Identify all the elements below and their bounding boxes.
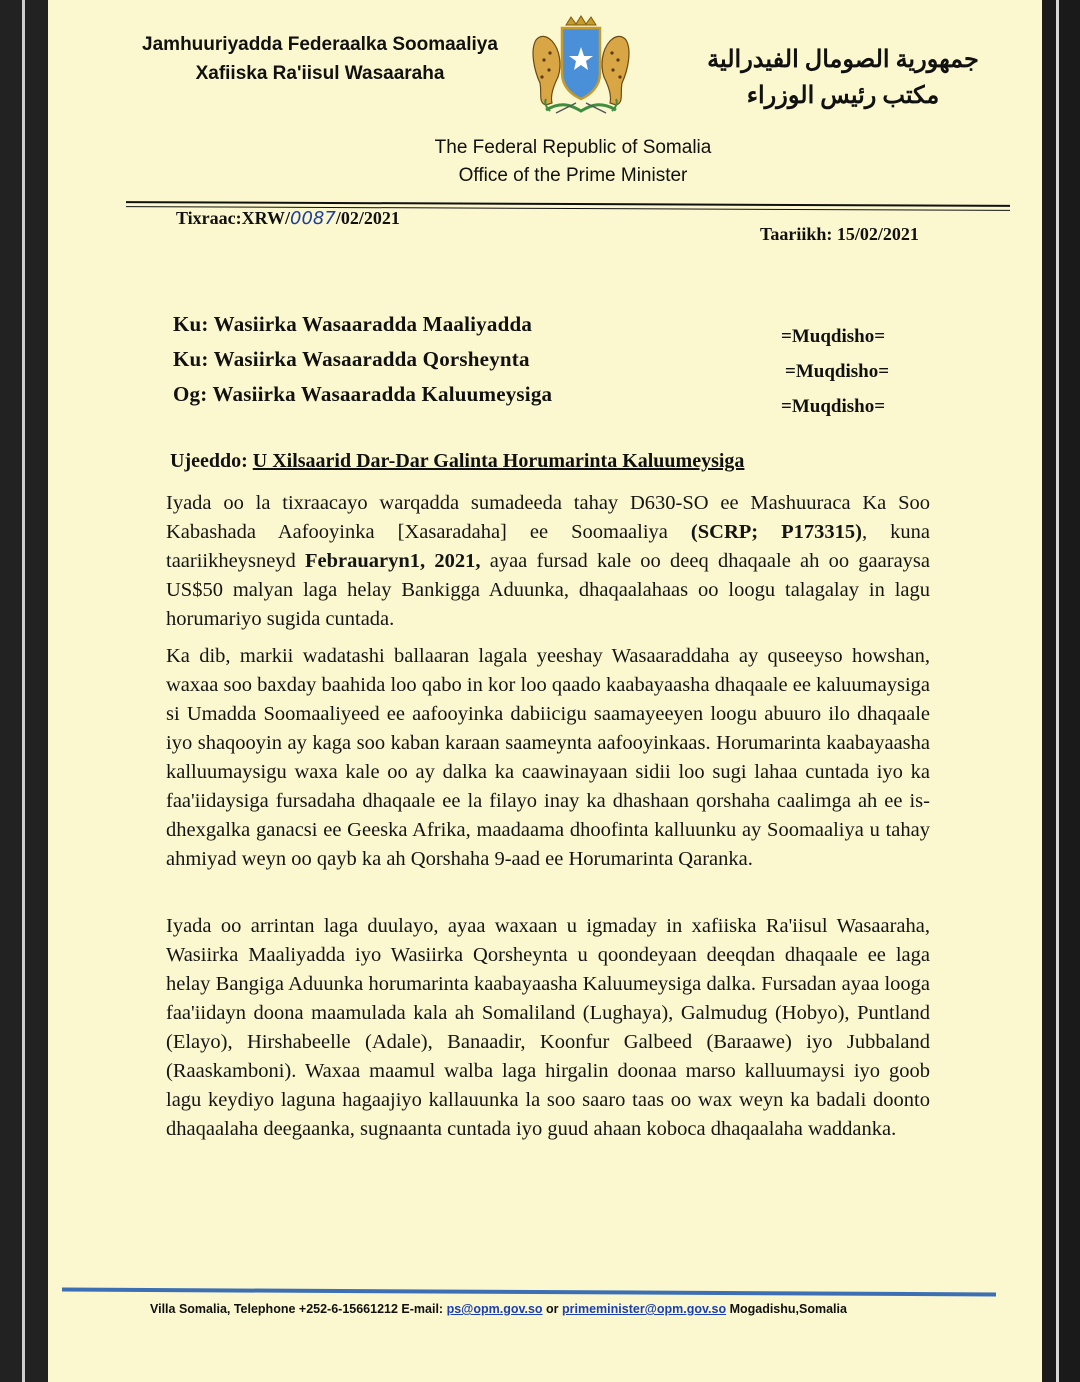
recipient-city: =Muqdisho= [781,326,886,347]
reference-prefix: Tixraac:XRW/ [176,208,291,228]
p1-text-e: ayaa fursad kale oo deeq dhaqaale ah oo gaaraysa US$50 malyan laga helay Bankigga Aduunka, dhaqaalahaas oo loogu talagalay in lagu horumariyo sugida cuntada. [166,550,930,630]
p1-date: Febrauaryn1, 2021, [305,550,481,572]
subject-line [170,450,744,473]
header-arabic-line2: مكتب رئيس الوزراء [746,83,940,109]
reference-handwritten-number: 0087 [290,208,336,229]
recipient-city: =Muqdisho= [785,361,890,382]
letter-page [48,0,1042,1382]
p1-text-a: Iyada oo la tixraacayo warqadda sumadeeda tahay D630-SO ee Mashuuraca Ka Soo Kabashada Aafooyinka [Xasaradaha] ee Soomaaliya [166,492,930,543]
p1-project-code: (SCRP; P173315) [690,521,862,543]
header-somali-line1: Jamhuuriyadda Federaalka Soomaaliya [142,34,498,55]
scan-border-right [1042,0,1080,1382]
header-arabic-line1: جمهورية الصومال الفيدرالية [707,47,979,73]
footer-or: or [542,1302,563,1316]
reference-suffix: /02/2021 [335,208,400,228]
header-arabic [688,42,998,114]
reference-number [176,208,400,229]
recipient-city: =Muqdisho= [781,396,886,417]
recipient-line: Ku: Wasiirka Wasaaradda Qorsheynta [173,347,530,371]
body-paragraph-2: Ka dib, markii wadatashi ballaaran lagala yeeshay Wasaaraddaha ay quseeyso howshan, waxaa soo baxday baahida loo qabo in kor loo qaado kaabayaasha dhaqaale ee kaluumaysiga si Umadda Soomaaliyeed ee aafooyinka dabiicigu saamayeeyen loogu abuuro ilo dhaqaale iyo shaqooyin ay kaga soo kaban karaan saameynta aafooyinkaas. Horumarinta kaabayaasha kalluumaysigu waxa kale oo ay dalka ka caawinayaan sidii loo sugi lahaa cuntada iyo ka faa'iidaysiga fursadaha dhaqaale ee la filayo inay ka dhashaan qorshaha caalimga ah ee is-dhexgalka ganacsi ee Geeska Afrika, maadaama dhoofinta kalluunku ay Soomaaliya u tahay ahmiyad weyn oo qayb ka ah Qorshaha 9-aad ee Horumarinta Qaranka. [166,645,930,870]
subject-text: U Xilsaarid Dar-Dar Galinta Horumarinta Kaluumeysiga [252,450,745,472]
header-somali-line2: Xafiiska Ra'iisul Wasaaraha [195,63,445,84]
footer-city: Mogadishu,Somalia [726,1302,847,1316]
header-english [378,134,768,190]
footer-contact [150,1302,847,1316]
coat-of-arms-icon [516,15,646,120]
header-somali [140,30,500,88]
p1-text-c: , kuna taariikheysneyd [166,521,930,572]
scan-border-right-line [1056,0,1059,1382]
header-english-line1: The Federal Republic of Somalia [434,137,712,158]
letter-date: Taariikh: 15/02/2021 [760,224,919,244]
body-paragraph-1 [166,489,930,634]
scan-border-left-line [22,0,25,1382]
footer-email-pm[interactable]: primeminister@opm.gov.so [562,1302,727,1316]
footer-email-ps[interactable]: ps@opm.gov.so [446,1302,543,1316]
recipient-line: Ku: Wasiirka Wasaaradda Maaliyadda [173,312,533,336]
recipient-line: Og: Wasiirka Wasaaradda Kaluumeysiga [173,382,553,406]
subject-label: Ujeeddo: [170,450,248,472]
footer-address: Villa Somalia, Telephone +252-6-15661212 E-mail: [150,1302,447,1316]
body-paragraph-3: Iyada oo arrintan laga duulayo, ayaa waxaan u igmaday in xafiiska Ra'iisul Wasaaraha, Wasiirka Maaliyadda iyo Wasiirka Qorsheynta u qoondeyaan deeqdan dhaqaale ee laga helay Bangiga Aduunka horumarinta kaabayaasha Kaluumeysiga dalka. Fursadan ayaa looga faa'iidayn doona maamulada kala ah Somaliland (Lughaya), Galmudug (Hobyo), Puntland (Elayo), Hirshabeelle (Adale), Banaadir, Koonfur Galbeed (Baraawe) iyo Jubbaland (Raaskamboni). Waxaa maamul walba laga hirgalin doonaa marso kalluumaysi iyo goob lagu keydiyo laguna hagaajiyo kallauunka la soo saaro taas oo wax weyn ka badali doonto dhaqaalaha deegaanka, sugnaanta cuntada iyo guud ahaan koboca dhaqaalaha waddanka. [166,915,930,1140]
footer-divider [62,1288,996,1297]
header-english-line2: Office of the Prime Minister [458,165,688,186]
